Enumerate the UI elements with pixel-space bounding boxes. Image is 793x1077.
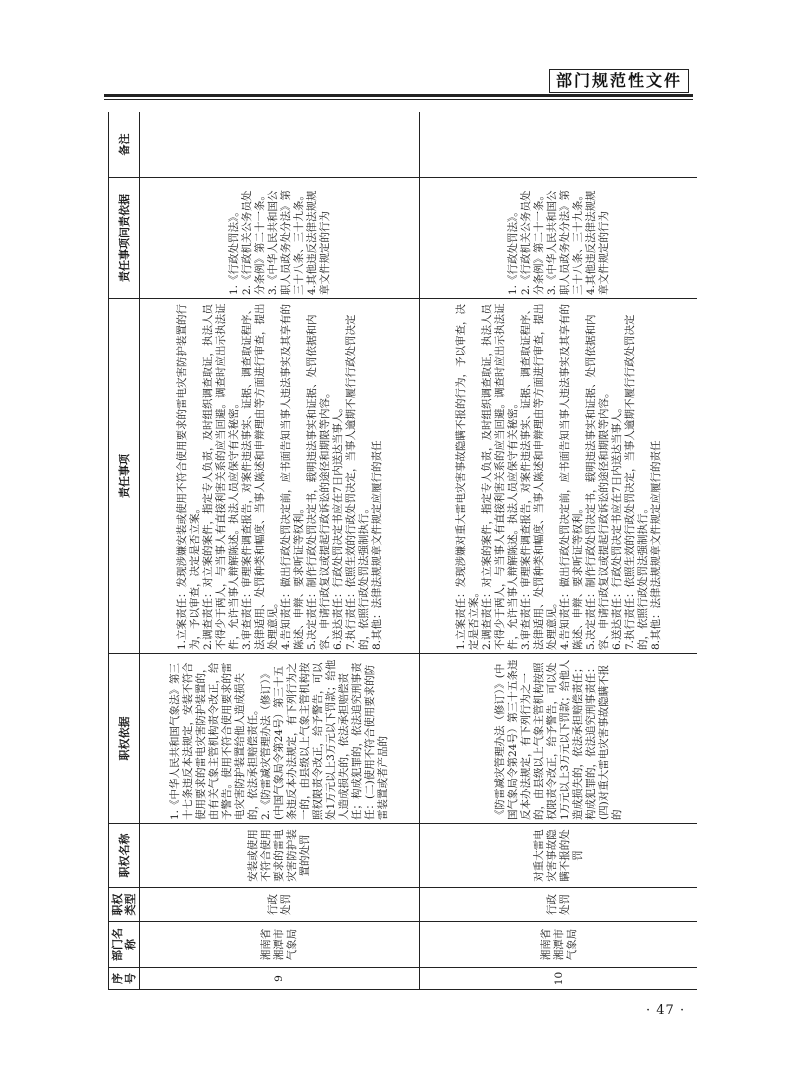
rotated-table-frame xyxy=(108,112,697,990)
table-row xyxy=(140,112,420,990)
row-type: 行政处罚 xyxy=(140,888,420,922)
row-duty-basis: 1.《行政处罚法》。 2.《行政机关公务员处分条例》第二十一条。 3.《中华人民共和国公职人员政务处分法》第三十八条、三十九条。 4.其他违反法律法规规章文件规定的行为 xyxy=(140,178,420,299)
duty-item: 2.调查责任：对立案的案件，指定专人负责，及时组织调查取证，执法人员不得少于两人，与当事人有直接利害关系的应当回避。调查时应出示执法证件，允许当事人辩解陈述。执法人员应保守有关秘密。 xyxy=(201,303,240,650)
duty-item: 3.审查责任：审理案件调查报告，对案件违法事实、证据、调查取证程序、法律适用、处罚种类和幅度、当事人陈述和申辩理由等方面进行审查，提出处理意见。 xyxy=(240,303,279,650)
duty-item: 2.调查责任：对立案的案件，指定专人负责，及时组织调查取证，执法人员不得少于两人，与当事人有直接利害关系的应当回避。调查时应出示执法证件，允许当事人辩解陈述。执法人员应保守有关秘密。 xyxy=(481,303,519,650)
duty-item: 1.立案责任：发现涉嫌安装或使用不符合使用要求的雷电灾害防护装置的行为，予以审查，决定是否立案。 xyxy=(175,303,201,650)
page-number: · 47 · xyxy=(646,1003,686,1018)
col-header-seq: 序号 xyxy=(109,968,140,990)
col-header-dept: 部门名称 xyxy=(109,922,140,968)
row-type: 行政处罚 xyxy=(420,888,698,922)
row-basis: 1.《中华人民共和国气象法》第三十七条违反本法规定，安装不符合使用要求的雷电灾害防护装置的，由有关气象主管机构责令改正，给予警告。使用不符合使用要求的雷电灾害防护装置给他人造成损失的，依法承担赔偿责任。 2.《防雷减灾管理办法（修订）》(中国气象局令第24号）第三十五条违反本办法规定，有下列行为之一的，由县级以上气象主管机构按照权限责令改正，给予警告，可以处1万元以上3万元以下罚款；给他人造成损失的，依法承担赔偿责任；构成犯罪的，依法追究刑事责任：(二)使用不符合使用要求的防雷装置或者产品的 xyxy=(140,654,420,824)
header-rule xyxy=(104,94,693,97)
table-row xyxy=(420,112,698,990)
duty-item: 3.审查责任：审理案件调查报告，对案件违法事实、证据、调查取证程序、法律适用、处罚种类和幅度、当事人陈述和申辩理由等方面进行审查，提出处理意见。 xyxy=(520,303,558,650)
row-basis: 《防雷减灾管理办法（修订）》(中国气象局令第24号）第三十五条违反本办法规定，有下列行为之一的，由县级以上气象主管机构按照权限责令改正，给予警告，可以处1万元以上3万元以下罚款；给他人造成损失的，依法承担赔偿责任；构成犯罪的，依法追究刑事责任：(四)对重大雷电灾害事故隐瞒不报的 xyxy=(420,654,698,824)
row-duties xyxy=(140,299,420,654)
row-seq: 10 xyxy=(420,968,698,990)
col-header-duty-basis: 责任事项问责依据 xyxy=(109,178,140,299)
col-header-remark: 备注 xyxy=(109,112,140,178)
duty-item: 5.决定责任：制作行政处罚决定书，载明违法事实和证据、处罚依据和内容、申请行政复议或提起行政诉讼的途径和期限等内容。 xyxy=(585,314,610,650)
row-remark xyxy=(420,112,698,178)
row-dept: 湘南省湘潭市气象局 xyxy=(420,922,698,968)
row-name: 安装或使用不符合使用要求的雷电灾害防护装置的处罚 xyxy=(140,824,420,888)
duty-item: 1.立案责任：发现涉嫌对重大雷电灾害事故隐瞒不报的行为，予以审查，决定是否立案。 xyxy=(455,303,480,650)
row-name: 对重大雷电灾害事故隐瞒不报的处罚 xyxy=(420,824,698,888)
duty-item: 4.告知责任：做出行政处罚决定前，应书面告知当事人违法事实及其享有的陈述、申辩、要求听证等权利。 xyxy=(559,303,584,650)
duty-list xyxy=(176,302,384,650)
duty-item: 7.执行责任：依照生效的行政处罚决定，当事人逾期不履行行政处罚决定的，依照行政处罚法强制执行。 xyxy=(344,314,370,650)
rotated-table-content xyxy=(108,112,697,990)
col-header-name: 职权名称 xyxy=(109,824,140,888)
duty-item: 8.其他：法律法规规章文件规定应履行的责任 xyxy=(650,440,662,650)
col-header-duties: 责任事项 xyxy=(109,299,140,654)
row-remark xyxy=(140,112,420,178)
duty-item: 8.其他：法律法规规章文件规定应履行的责任 xyxy=(370,440,383,650)
duty-item: 4.告知责任：做出行政处罚决定前，应书面告知当事人违法事实及其享有的陈述、申辩、要求听证等权利。 xyxy=(279,303,305,650)
row-duties xyxy=(420,299,698,654)
row-duty-basis: 1.《行政处罚法》。 2.《行政机关公务员处分条例》第二十一条。 3.《中华人民共和国公职人员政务处分法》第三十八条、三十九条。 4.其他违反法律法规规章文件规定的行为 xyxy=(420,178,698,299)
document-category-label: 部门规范性文件 xyxy=(549,69,689,93)
authority-table xyxy=(108,112,697,990)
table-header-row xyxy=(109,112,140,990)
duty-item: 6.送达责任：行政处罚决定书应在7日内送达当事人。 xyxy=(611,402,623,650)
duty-item: 7.执行责任：依照生效的行政处罚决定，当事人逾期不履行行政处罚决定的，依照行政处罚法强制执行。 xyxy=(624,314,649,650)
header-rule-thin xyxy=(104,99,693,100)
row-dept: 湘南省湘潭市气象局 xyxy=(140,922,420,968)
col-header-type: 职权类型 xyxy=(109,888,140,922)
duty-list xyxy=(455,302,663,650)
col-header-basis: 职权依据 xyxy=(109,654,140,824)
duty-item: 6.送达责任：行政处罚决定书应在7日内送达当事人。 xyxy=(331,402,344,650)
row-seq: 9 xyxy=(140,968,420,990)
duty-item: 5.决定责任：制作行政处罚决定书，载明违法事实和证据、处罚依据和内容、申请行政复议或提起行政诉讼的途径和期限等内容。 xyxy=(305,314,331,650)
